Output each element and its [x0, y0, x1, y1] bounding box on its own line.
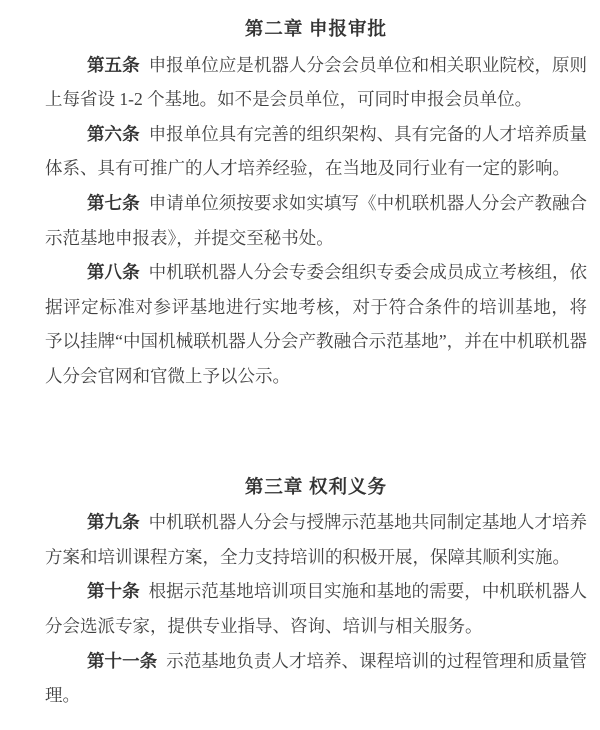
article-10 — [45, 574, 587, 643]
article-6-label: 第六条 — [87, 123, 140, 144]
article-9-text: 中机联机器人分会与授牌示范基地共同制定基地人才培养方案和培训课程方案，全力支持培训的积极开展，保障其顺利实施。 — [45, 512, 588, 567]
article-7-label: 第七条 — [87, 192, 140, 213]
chapter-3-heading: 第三章 权利义务 — [244, 477, 388, 498]
article-9 — [45, 505, 587, 574]
chapter-2-heading: 第二章 申报审批 — [244, 20, 388, 40]
article-5 — [45, 48, 587, 117]
article-8-label: 第八条 — [87, 262, 140, 283]
article-11-text: 示范基地负责人才培养、课程培训的过程管理和质量管理。 — [45, 650, 588, 706]
article-10-label: 第十条 — [87, 581, 140, 602]
article-9-label: 第九条 — [87, 512, 140, 533]
article-6 — [45, 117, 587, 186]
article-5-label: 第五条 — [87, 54, 140, 75]
article-11-label: 第十一条 — [87, 650, 158, 671]
article-10-text: 根据示范基地培训项目实施和基地的需要，中机联机器人分会选派专家，提供专业指导、咨询、培训与相关服务。 — [45, 581, 588, 636]
article-7-text: 申请单位须按要求如实填写《中机联机器人分会产教融合示范基地申报表》，并提交至秘书处。 — [45, 192, 588, 248]
article-8 — [45, 255, 587, 393]
article-6-text: 申报单位具有完善的组织架构、具有完备的人才培养质量体系、具有可推广的人才培养经验，在当地及同行业有一定的影响。 — [45, 123, 588, 179]
article-8-text: 中机联机器人分会专委会组织专委会成员成立考核组，依据评定标准对参评基地进行实地考核，对于符合条件的培训基地，将予以挂牌“中国机械联机器人分会产教融合示范基地”，并在中机联机器人分会官网和官微上予以公示。 — [45, 262, 588, 386]
article-5-text: 申报单位应是机器人分会会员单位和相关职业院校，原则上每省设 1-2 个基地。如不是会员单位，可同时申报会员单位。 — [45, 54, 588, 110]
article-11 — [45, 644, 587, 713]
article-7 — [45, 186, 587, 255]
